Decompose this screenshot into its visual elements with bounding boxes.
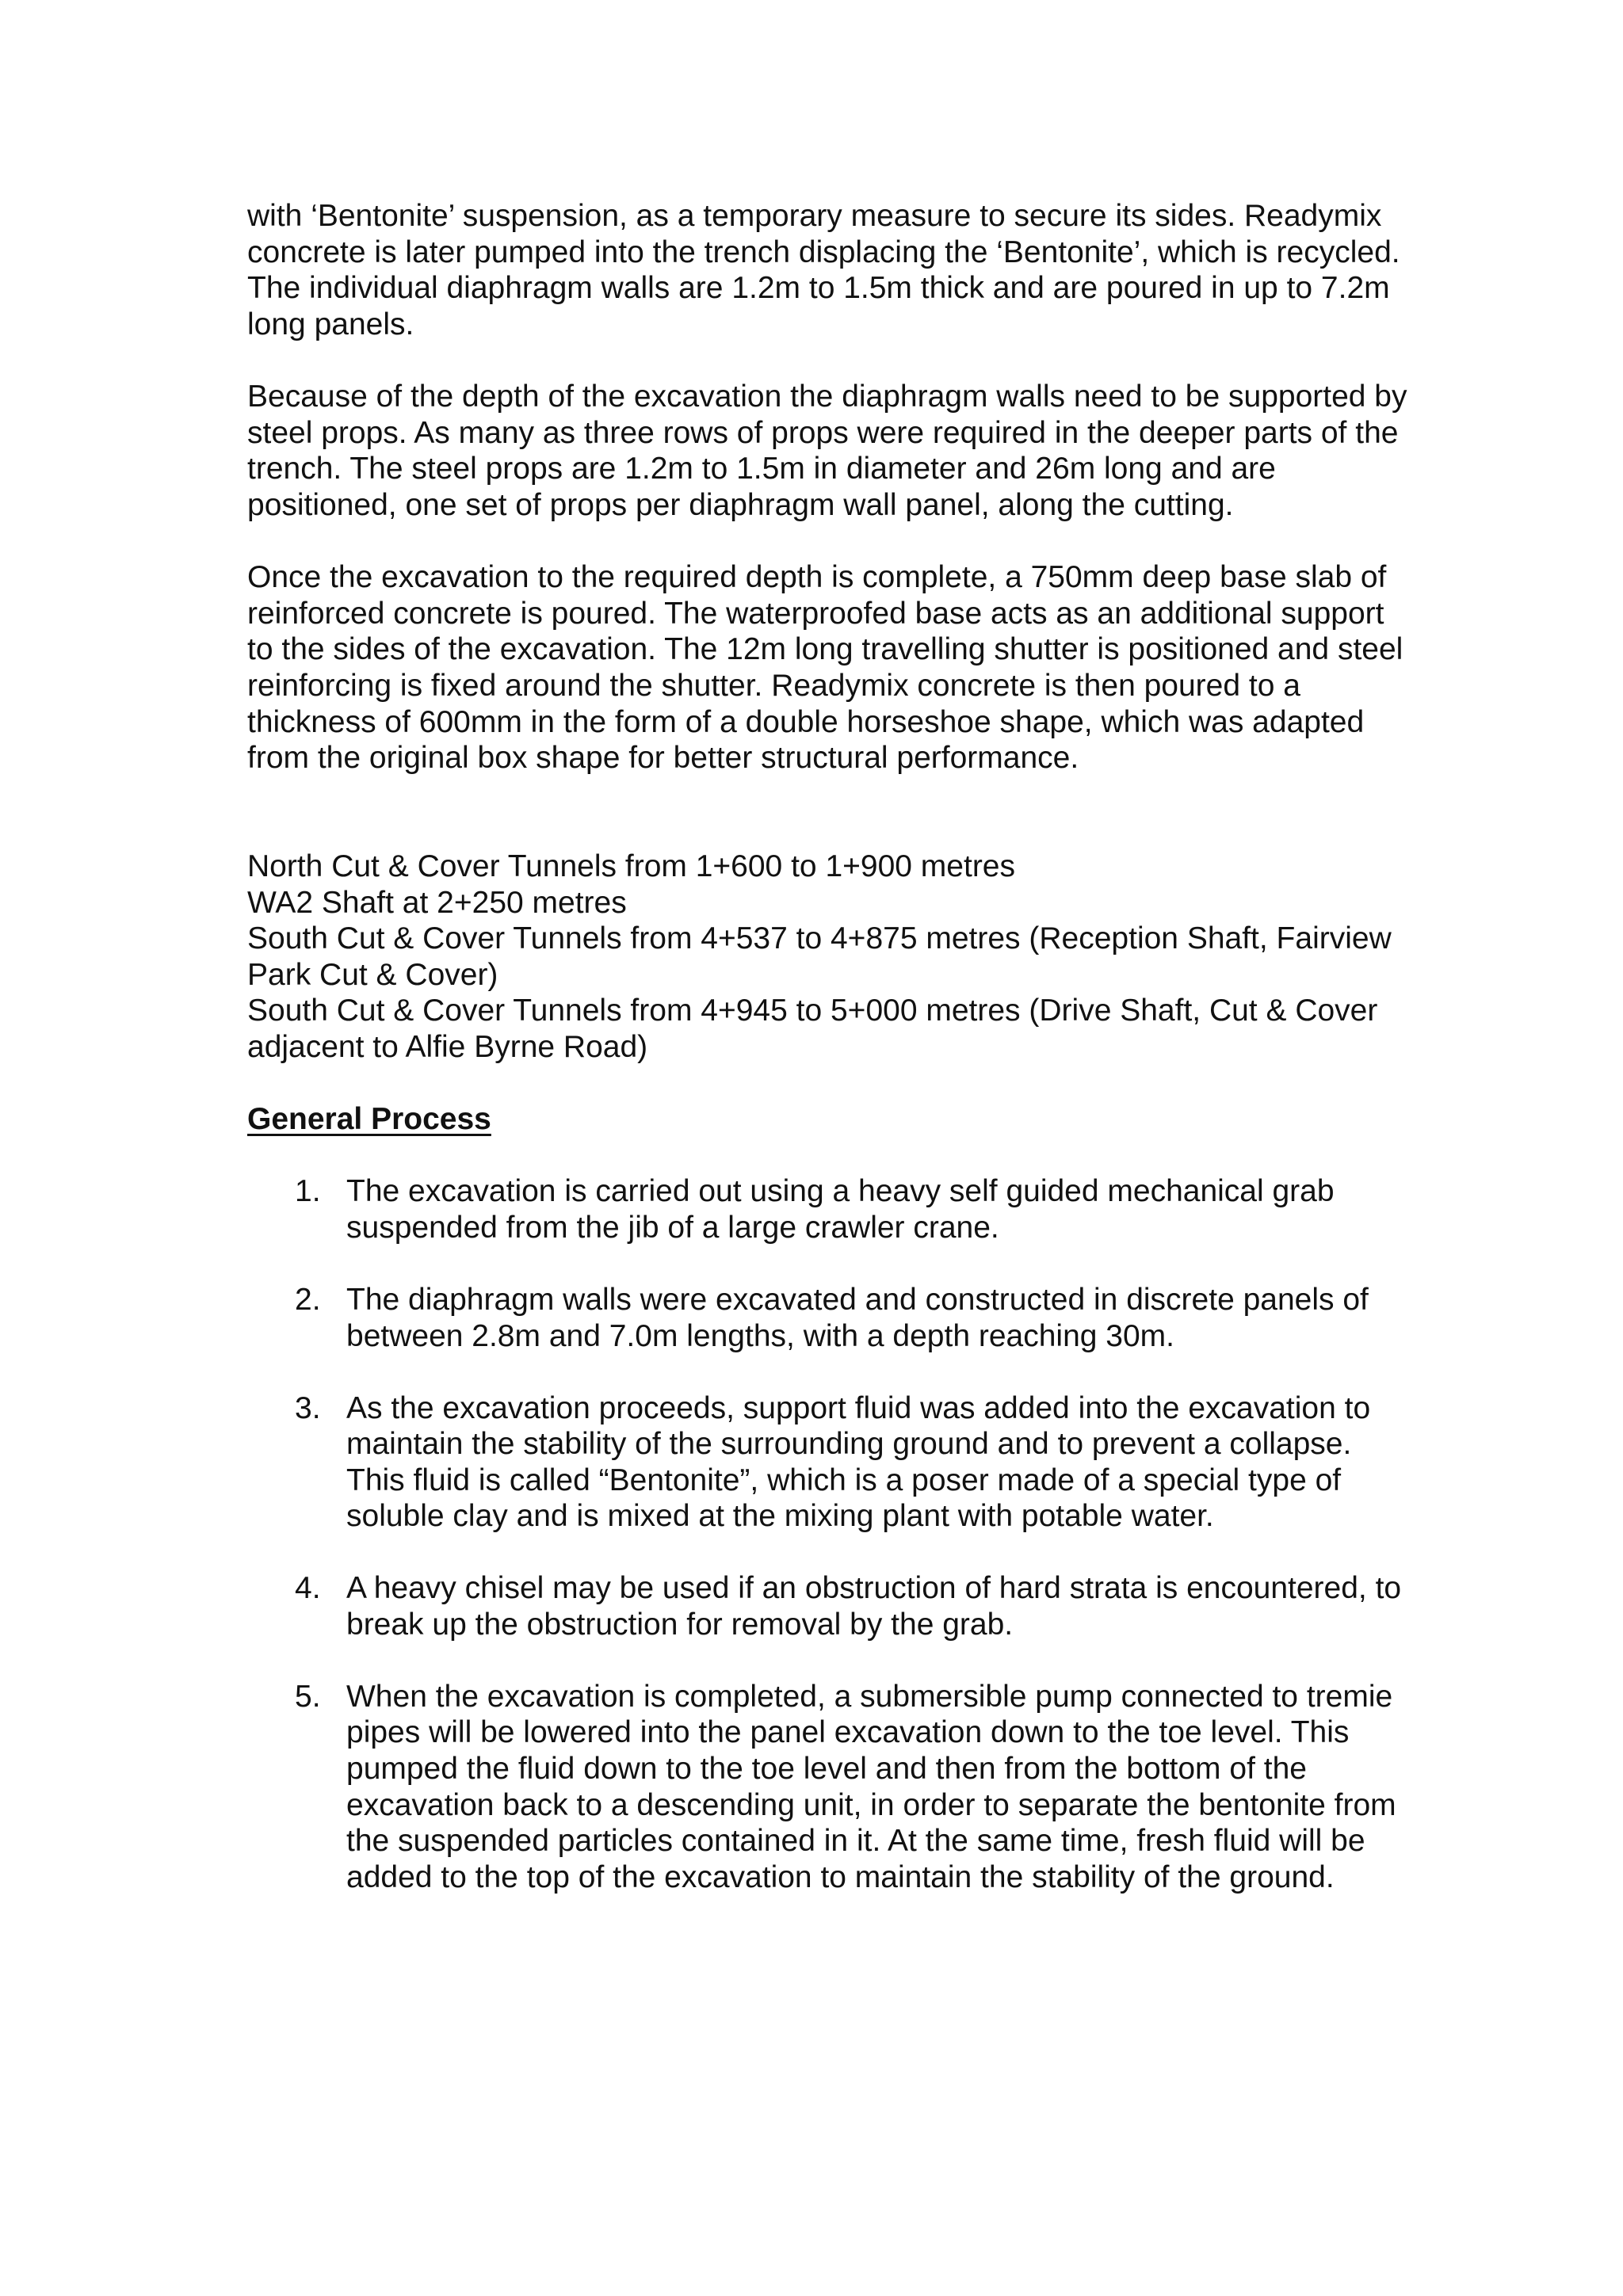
list-number: 5.	[295, 1680, 321, 1714]
section-heading: General Process	[247, 1102, 491, 1136]
list-item-line: When the excavation is completed, a submersible pump connected to tremie	[346, 1680, 1393, 1714]
list-item-line: As the excavation proceeds, support fluid was added into the excavation to	[346, 1391, 1371, 1425]
list-number: 1.	[295, 1174, 321, 1208]
list-item-line: This fluid is called “Bentonite”, which is a poser made of a special type of	[346, 1463, 1342, 1497]
paragraph-line: thickness of 600mm in the form of a double horseshoe shape, which was adapted	[247, 705, 1365, 739]
paragraph-line: The individual diaphragm walls are 1.2m to 1.5m thick and are poured in up to 7.2m	[247, 271, 1390, 305]
paragraph-line: Because of the depth of the excavation the diaphragm walls need to be supported by	[247, 379, 1407, 414]
paragraph-line: positioned, one set of props per diaphragm wall panel, along the cutting.	[247, 488, 1234, 522]
paragraph-line: long panels.	[247, 307, 414, 341]
list-item-line: pipes will be lowered into the panel excavation down to the toe level. This	[346, 1715, 1350, 1749]
list-item-line: the suspended particles contained in it. At the same time, fresh fluid will be	[346, 1824, 1365, 1858]
paragraph-line: to the sides of the excavation. The 12m long travelling shutter is positioned and steel	[247, 632, 1403, 666]
location-line: WA2 Shaft at 2+250 metres	[247, 886, 627, 920]
paragraph-line: from the original box shape for better structural performance.	[247, 741, 1079, 775]
location-line: Park Cut & Cover)	[247, 958, 498, 992]
list-item-line: The excavation is carried out using a heavy self guided mechanical grab	[346, 1174, 1335, 1208]
location-line: South Cut & Cover Tunnels from 4+945 to 5+000 metres (Drive Shaft, Cut & Cover	[247, 994, 1378, 1028]
list-number: 3.	[295, 1391, 321, 1425]
paragraph-line: Once the excavation to the required depth is complete, a 750mm deep base slab of	[247, 560, 1387, 594]
list-item-line: maintain the stability of the surrounding ground and to prevent a collapse.	[346, 1427, 1352, 1461]
location-line: South Cut & Cover Tunnels from 4+537 to 4+875 metres (Reception Shaft, Fairview	[247, 921, 1392, 955]
list-item-line: The diaphragm walls were excavated and constructed in discrete panels of	[346, 1283, 1369, 1317]
list-item-line: pumped the fluid down to the toe level and then from the bottom of the	[346, 1752, 1307, 1786]
paragraph-line: trench. The steel props are 1.2m to 1.5m in diameter and 26m long and are	[247, 452, 1276, 486]
list-item-line: soluble clay and is mixed at the mixing plant with potable water.	[346, 1499, 1214, 1533]
list-item-line: between 2.8m and 7.0m lengths, with a depth reaching 30m.	[346, 1319, 1174, 1353]
paragraph-line: reinforcing is fixed around the shutter. Readymix concrete is then poured to a	[247, 669, 1300, 703]
list-number: 4.	[295, 1571, 321, 1605]
location-line: adjacent to Alfie Byrne Road)	[247, 1030, 648, 1064]
list-item-line: excavation back to a descending unit, in order to separate the bentonite from	[346, 1788, 1396, 1822]
list-item-line: break up the obstruction for removal by the grab.	[346, 1608, 1014, 1642]
location-line: North Cut & Cover Tunnels from 1+600 to 1+900 metres	[247, 849, 1016, 883]
list-item-line: suspended from the jib of a large crawler crane.	[346, 1211, 999, 1245]
paragraph-line: reinforced concrete is poured. The waterproofed base acts as an additional support	[247, 597, 1384, 631]
paragraph-line: steel props. As many as three rows of props were required in the deeper parts of the	[247, 416, 1399, 450]
paragraph-line: concrete is later pumped into the trench displacing the ‘Bentonite’, which is recycled.	[247, 235, 1400, 269]
list-item-line: added to the top of the excavation to maintain the stability of the ground.	[346, 1860, 1335, 1894]
list-number: 2.	[295, 1283, 321, 1317]
list-item-line: A heavy chisel may be used if an obstruction of hard strata is encountered, to	[346, 1571, 1402, 1605]
paragraph-line: with ‘Bentonite’ suspension, as a temporary measure to secure its sides. Readymix	[247, 199, 1382, 233]
